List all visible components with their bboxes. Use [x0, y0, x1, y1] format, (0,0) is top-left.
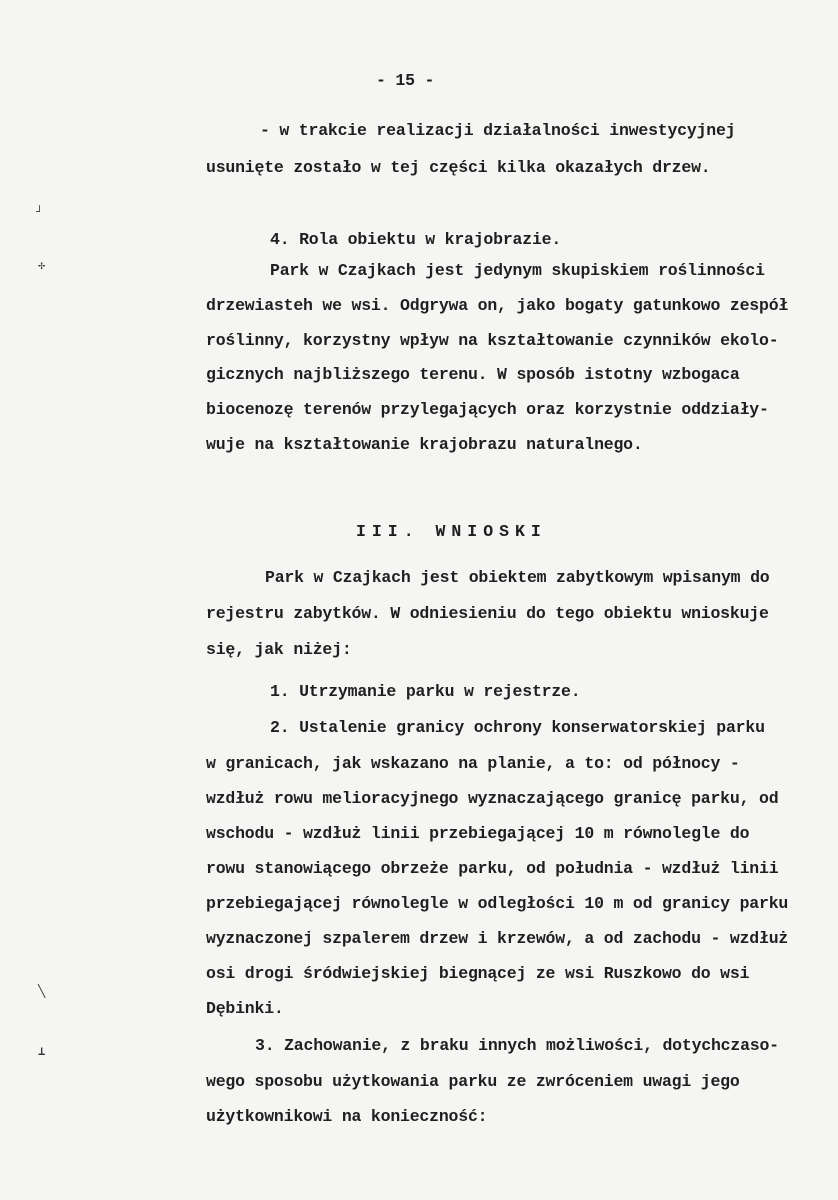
list-item: 1. Utrzymanie parku w rejestrze.	[270, 682, 581, 701]
chapter-heading: III. WNIOSKI	[356, 522, 547, 541]
text-line: się, jak niżej:	[206, 640, 352, 659]
text-line: wzdłuż rowu melioracyjnego wyznaczającego granicę parku, od	[206, 789, 779, 808]
text-line: usunięte zostało w tej części kilka okazałych drzew.	[206, 158, 711, 177]
text-line: osi drogi śródwiejskiej biegnącej ze wsi Ruszkowo do wsi	[206, 964, 750, 983]
text-line: użytkownikowi na konieczność:	[206, 1107, 488, 1126]
text-line: - w trakcie realizacji działalności inwestycyjnej	[260, 121, 736, 140]
margin-mark: ⊥	[38, 1045, 46, 1059]
text-line: biocenozę terenów przylegających oraz korzystnie oddziały-	[206, 400, 769, 419]
text-line: rowu stanowiącego obrzeże parku, od południa - wzdłuż linii	[206, 859, 779, 878]
margin-mark: ┘	[36, 205, 44, 219]
margin-mark: ╲	[38, 985, 46, 999]
text-line: Park w Czajkach jest jedynym skupiskiem roślinności	[270, 261, 765, 280]
text-line: Park w Czajkach jest obiektem zabytkowym wpisanym do	[265, 568, 770, 587]
text-line: w granicach, jak wskazano na planie, a to: od północy -	[206, 754, 740, 773]
text-line: przebiegającej równolegle w odległości 10 m od granicy parku	[206, 894, 789, 913]
margin-mark: ✢	[38, 259, 46, 273]
text-line: Dębinki.	[206, 999, 284, 1018]
section-heading: 4. Rola obiektu w krajobrazie.	[270, 230, 562, 249]
text-line: gicznych najbliższego terenu. W sposób istotny wzbogaca	[206, 365, 740, 384]
text-line: wyznaczonej szpalerem drzew i krzewów, a od zachodu - wzdłuż	[206, 929, 789, 948]
text-line: rejestru zabytków. W odniesieniu do tego obiektu wnioskuje	[206, 604, 769, 623]
text-line: wego sposobu użytkowania parku ze zwróceniem uwagi jego	[206, 1072, 740, 1091]
list-item: 3. Zachowanie, z braku innych możliwości, dotychczaso-	[255, 1036, 779, 1055]
text-line: roślinny, korzystny wpływ na kształtowanie czynników ekolo-	[206, 331, 779, 350]
list-item: 2. Ustalenie granicy ochrony konserwatorskiej parku	[270, 718, 765, 737]
page-number: - 15 -	[376, 71, 435, 90]
text-line: wschodu - wzdłuż linii przebiegającej 10 m równolegle do	[206, 824, 750, 843]
text-line: wuje na kształtowanie krajobrazu naturalnego.	[206, 435, 643, 454]
text-line: drzewiasteh we wsi. Odgrywa on, jako bogaty gatunkowo zespół	[206, 296, 789, 315]
